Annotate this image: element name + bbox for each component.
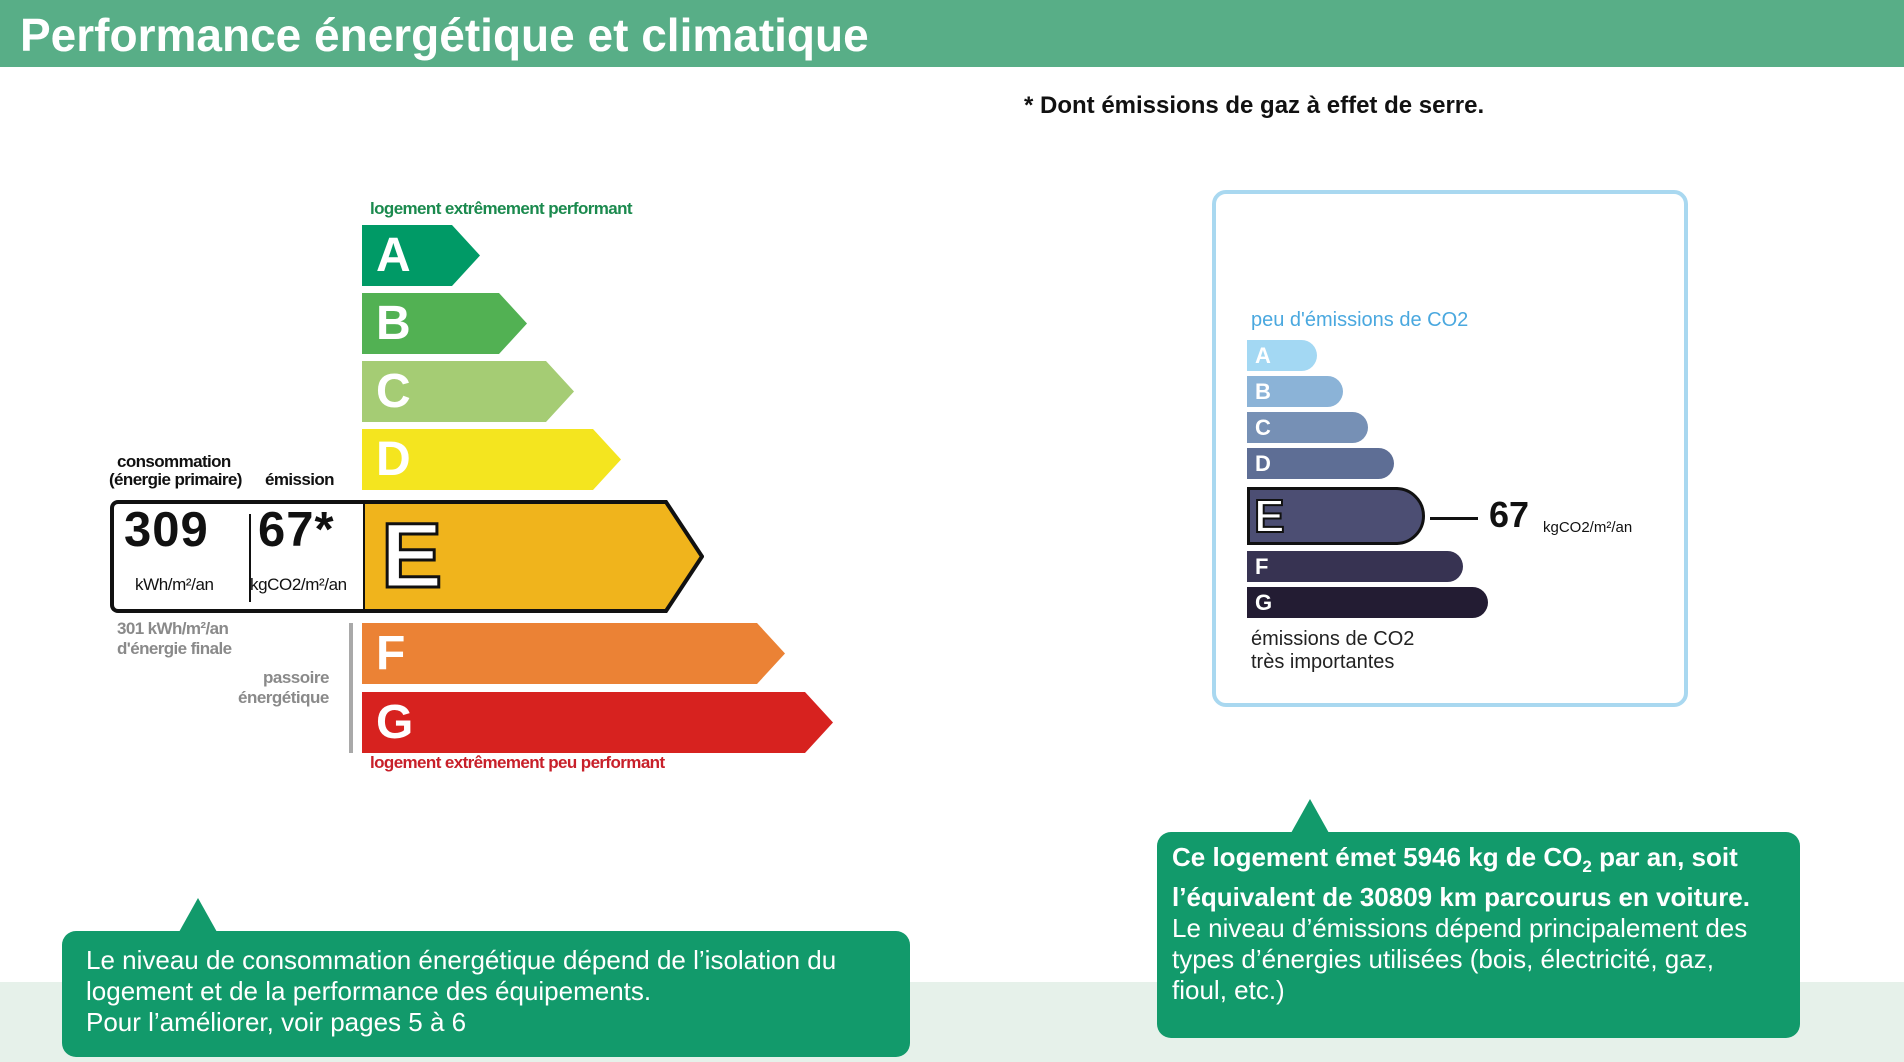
callout-left-line3: Pour l’améliorer, voir pages 5 à 6 <box>86 1007 467 1037</box>
final-energy-1: 301 kWh/m²/an <box>117 619 229 638</box>
dpe-top-label: logement extrêmement performant <box>370 199 632 218</box>
ges-unit: kgCO2/m²/an <box>1543 519 1633 536</box>
ges-class-d-bar <box>1247 448 1394 479</box>
callout-pointer <box>179 898 217 932</box>
dpe-class-f-arrow <box>362 623 785 684</box>
dpe-bottom-label: logement extrêmement peu performant <box>370 753 665 772</box>
ges-class-letter: B <box>1255 379 1271 404</box>
final-energy-2: d'énergie finale <box>117 639 232 658</box>
page-title: Performance énergétique et climatique <box>20 9 869 61</box>
consumption-label-1: consommation <box>117 452 231 471</box>
callout-right-bold-line2: l’équivalent de 30809 km parcourus en voiture. <box>1172 882 1750 913</box>
dpe-class-e-arrow <box>363 500 704 613</box>
consumption-label-2: (énergie primaire) <box>109 470 242 489</box>
dpe-class-letter: D <box>376 433 411 486</box>
dpe-class-a-arrow <box>362 225 480 286</box>
ges-top-label: peu d'émissions de CO2 <box>1251 309 1469 331</box>
ges-value: 67 <box>1489 494 1530 535</box>
dpe-class-letter: B <box>376 297 411 350</box>
dpe-class-b-arrow <box>362 293 527 354</box>
ges-class-e-bar <box>1247 487 1425 545</box>
dpe-class-d-arrow <box>362 429 621 490</box>
dpe-class-letter: E <box>381 505 443 607</box>
ges-class-letter: D <box>1255 451 1271 476</box>
arrow-shape <box>362 692 833 753</box>
ges-class-letter: C <box>1255 415 1271 440</box>
dpe-class-letter: C <box>376 365 411 418</box>
ges-bottom-label-1: émissions de CO2 <box>1251 628 1415 650</box>
ges-class-b-bar <box>1247 376 1343 407</box>
callout-right-line5: fioul, etc.) <box>1172 975 1285 1006</box>
emission-period-text: par an, soit <box>1591 842 1738 872</box>
dpe-class-letter: G <box>376 696 414 749</box>
page-header <box>0 0 1904 67</box>
ges-class-letter: A <box>1255 343 1271 368</box>
callout-right-line4: types d’énergies utilisées (bois, électricité, gaz, <box>1172 944 1714 975</box>
ges-class-a-bar <box>1247 340 1317 371</box>
callout-right-line3: Le niveau d’émissions dépend principalement des <box>1172 913 1748 944</box>
consumption-info-callout <box>62 931 910 1057</box>
callout-left-line1: Le niveau de consommation énergétique dépend de l’isolation du <box>86 945 837 975</box>
callout-pointer <box>1291 799 1329 833</box>
ges-value-connector <box>1430 517 1478 520</box>
emissions-info-callout <box>1157 832 1800 1038</box>
consumption-value: 309 <box>124 503 209 557</box>
ges-class-letter: F <box>1255 554 1269 579</box>
passoire-label-1: passoire <box>263 668 329 687</box>
ges-class-f-bar <box>1247 551 1463 582</box>
dpe-class-letter: F <box>376 627 406 680</box>
ghg-footnote: * Dont émissions de gaz à effet de serre. <box>1024 92 1485 119</box>
callout-left-line2: logement et de la performance des équipements. <box>86 976 652 1006</box>
arrow-shape <box>362 623 785 684</box>
passoire-label-2: énergétique <box>238 688 329 707</box>
callout-right-bold-line1 <box>1172 842 1800 882</box>
ges-bottom-label-2: très importantes <box>1251 651 1395 673</box>
dpe-class-g-arrow <box>362 692 833 753</box>
emission-value: 67* <box>258 503 335 557</box>
co2-subscript: 2 <box>1582 857 1592 877</box>
ges-class-c-bar <box>1247 412 1368 443</box>
ges-class-letter: E <box>1254 490 1285 542</box>
passoire-bracket <box>349 623 353 753</box>
dpe-class-letter: A <box>376 229 411 282</box>
emission-unit: kgCO2/m²/an <box>250 575 347 594</box>
ges-class-g-bar <box>1247 587 1488 618</box>
emission-amount-text: Ce logement émet 5946 kg de CO <box>1172 842 1583 872</box>
emission-label: émission <box>265 470 334 489</box>
dpe-class-c-arrow <box>362 361 574 422</box>
ges-class-letter: G <box>1255 590 1273 615</box>
consumption-unit: kWh/m²/an <box>135 575 214 594</box>
